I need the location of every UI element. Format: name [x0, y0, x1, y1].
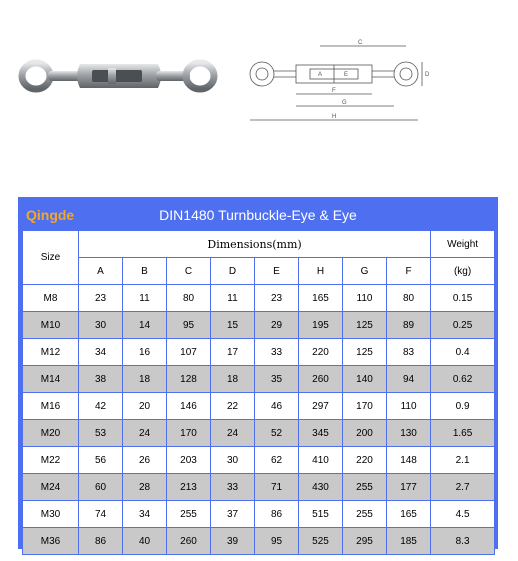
size-cell: M30: [23, 501, 79, 528]
dimension-cell: 71: [255, 474, 299, 501]
dimension-cell: 140: [343, 366, 387, 393]
weight-cell: 0.62: [431, 366, 495, 393]
dimension-cell: 410: [299, 447, 343, 474]
dimension-cell: 14: [123, 312, 167, 339]
dimension-cell: 170: [167, 420, 211, 447]
dimension-cell: 260: [167, 528, 211, 555]
table-row: [23, 312, 495, 339]
dimension-cell: 34: [79, 339, 123, 366]
dim-label-d: D: [425, 72, 430, 78]
dimension-cell: 146: [167, 393, 211, 420]
dimension-cell: 185: [387, 528, 431, 555]
dimension-cell: 46: [255, 393, 299, 420]
weight-cell: 0.4: [431, 339, 495, 366]
dim-label-g: G: [342, 100, 347, 106]
table-row: [23, 447, 495, 474]
col-header-c: C: [167, 258, 211, 285]
dimension-cell: 203: [167, 447, 211, 474]
size-cell: M24: [23, 474, 79, 501]
col-header-b: B: [123, 258, 167, 285]
dimension-cell: 125: [343, 339, 387, 366]
size-cell: M12: [23, 339, 79, 366]
dimension-cell: 80: [387, 285, 431, 312]
brand-name: Qingde: [26, 207, 75, 223]
dimension-cell: 30: [211, 447, 255, 474]
col-header-h: H: [299, 258, 343, 285]
dimension-cell: 515: [299, 501, 343, 528]
table-row: [23, 285, 495, 312]
dimension-cell: 29: [255, 312, 299, 339]
dimension-cell: 110: [387, 393, 431, 420]
dimension-cell: 20: [123, 393, 167, 420]
dimension-cell: 107: [167, 339, 211, 366]
header-row-1: [23, 231, 495, 258]
size-cell: M8: [23, 285, 79, 312]
dimension-cell: 430: [299, 474, 343, 501]
dimension-cell: 26: [123, 447, 167, 474]
dimension-cell: 94: [387, 366, 431, 393]
dimension-cell: 56: [79, 447, 123, 474]
table-row: [23, 420, 495, 447]
dimension-cell: 83: [387, 339, 431, 366]
dimension-cell: 35: [255, 366, 299, 393]
header-row-2: [23, 258, 495, 285]
dimension-cell: 15: [211, 312, 255, 339]
dimension-cell: 23: [255, 285, 299, 312]
table-row: [23, 501, 495, 528]
dim-label-f: F: [332, 88, 336, 94]
dimension-cell: 24: [123, 420, 167, 447]
dimension-cell: 130: [387, 420, 431, 447]
col-header-d: D: [211, 258, 255, 285]
dimension-cell: 11: [211, 285, 255, 312]
dimension-cell: 165: [299, 285, 343, 312]
weight-cell: 2.7: [431, 474, 495, 501]
dimension-cell: 23: [79, 285, 123, 312]
product-images: [0, 0, 518, 180]
dimension-cell: 525: [299, 528, 343, 555]
dimension-cell: 195: [299, 312, 343, 339]
dimension-cell: 62: [255, 447, 299, 474]
dimension-cell: 18: [123, 366, 167, 393]
dimension-cell: 11: [123, 285, 167, 312]
dimension-cell: 177: [387, 474, 431, 501]
dimensions-header: Dimensions(mm): [79, 231, 431, 258]
dimension-cell: 89: [387, 312, 431, 339]
table-title-bar: [22, 201, 494, 230]
weight-cell: 4.5: [431, 501, 495, 528]
col-header-e: E: [255, 258, 299, 285]
table-title: DIN1480 Turnbuckle-Eye & Eye: [159, 207, 357, 223]
table-row: [23, 339, 495, 366]
dimension-drawing: [240, 34, 440, 134]
dimension-cell: 16: [123, 339, 167, 366]
dimension-cell: 74: [79, 501, 123, 528]
dimension-cell: 297: [299, 393, 343, 420]
weight-cell: 2.1: [431, 447, 495, 474]
dimension-cell: 33: [211, 474, 255, 501]
weight-cell: 1.65: [431, 420, 495, 447]
dimension-cell: 125: [343, 312, 387, 339]
col-header-a: A: [79, 258, 123, 285]
dimension-cell: 200: [343, 420, 387, 447]
dimension-cell: 255: [167, 501, 211, 528]
dimension-cell: 86: [255, 501, 299, 528]
dimension-cell: 33: [255, 339, 299, 366]
size-cell: M36: [23, 528, 79, 555]
turnbuckle-photo: [18, 42, 218, 108]
dimension-cell: 22: [211, 393, 255, 420]
dimension-cell: 53: [79, 420, 123, 447]
dimension-cell: 295: [343, 528, 387, 555]
dimension-cell: 38: [79, 366, 123, 393]
dim-label-h: H: [332, 114, 337, 120]
weight-cell: 0.9: [431, 393, 495, 420]
dimension-cell: 95: [167, 312, 211, 339]
dimension-cell: 24: [211, 420, 255, 447]
weight-cell: 0.25: [431, 312, 495, 339]
dimension-cell: 213: [167, 474, 211, 501]
dimension-cell: 220: [343, 447, 387, 474]
dimension-cell: 80: [167, 285, 211, 312]
spec-table: [22, 230, 495, 555]
dimension-cell: 110: [343, 285, 387, 312]
size-cell: M22: [23, 447, 79, 474]
weight-unit: (kg): [431, 258, 495, 285]
dimension-cell: 260: [299, 366, 343, 393]
weight-cell: 0.15: [431, 285, 495, 312]
dimension-cell: 220: [299, 339, 343, 366]
col-header-g: G: [343, 258, 387, 285]
table-row: [23, 528, 495, 555]
table-row: [23, 393, 495, 420]
dimension-cell: 18: [211, 366, 255, 393]
table-row: [23, 474, 495, 501]
dimension-cell: 95: [255, 528, 299, 555]
dimension-cell: 39: [211, 528, 255, 555]
size-cell: M10: [23, 312, 79, 339]
dimension-cell: 40: [123, 528, 167, 555]
table-row: [23, 366, 495, 393]
dimension-cell: 128: [167, 366, 211, 393]
size-cell: M16: [23, 393, 79, 420]
spec-table-frame: [18, 197, 498, 549]
dimension-cell: 37: [211, 501, 255, 528]
dimension-cell: 42: [79, 393, 123, 420]
size-cell: M20: [23, 420, 79, 447]
weight-header: Weight: [431, 231, 495, 258]
dimension-cell: 86: [79, 528, 123, 555]
dimension-cell: 148: [387, 447, 431, 474]
dim-label-a: A: [318, 72, 323, 78]
dimension-cell: 52: [255, 420, 299, 447]
dimension-cell: 17: [211, 339, 255, 366]
dimension-cell: 170: [343, 393, 387, 420]
dimension-cell: 34: [123, 501, 167, 528]
dim-label-c: C: [358, 40, 363, 46]
dimension-cell: 165: [387, 501, 431, 528]
size-cell: M14: [23, 366, 79, 393]
dimension-cell: 345: [299, 420, 343, 447]
weight-cell: 8.3: [431, 528, 495, 555]
dimension-cell: 255: [343, 474, 387, 501]
dimension-cell: 30: [79, 312, 123, 339]
size-header: Size: [23, 231, 79, 285]
dimension-cell: 28: [123, 474, 167, 501]
dimension-cell: 60: [79, 474, 123, 501]
dimension-cell: 255: [343, 501, 387, 528]
dim-label-e: E: [344, 72, 349, 78]
col-header-f: F: [387, 258, 431, 285]
